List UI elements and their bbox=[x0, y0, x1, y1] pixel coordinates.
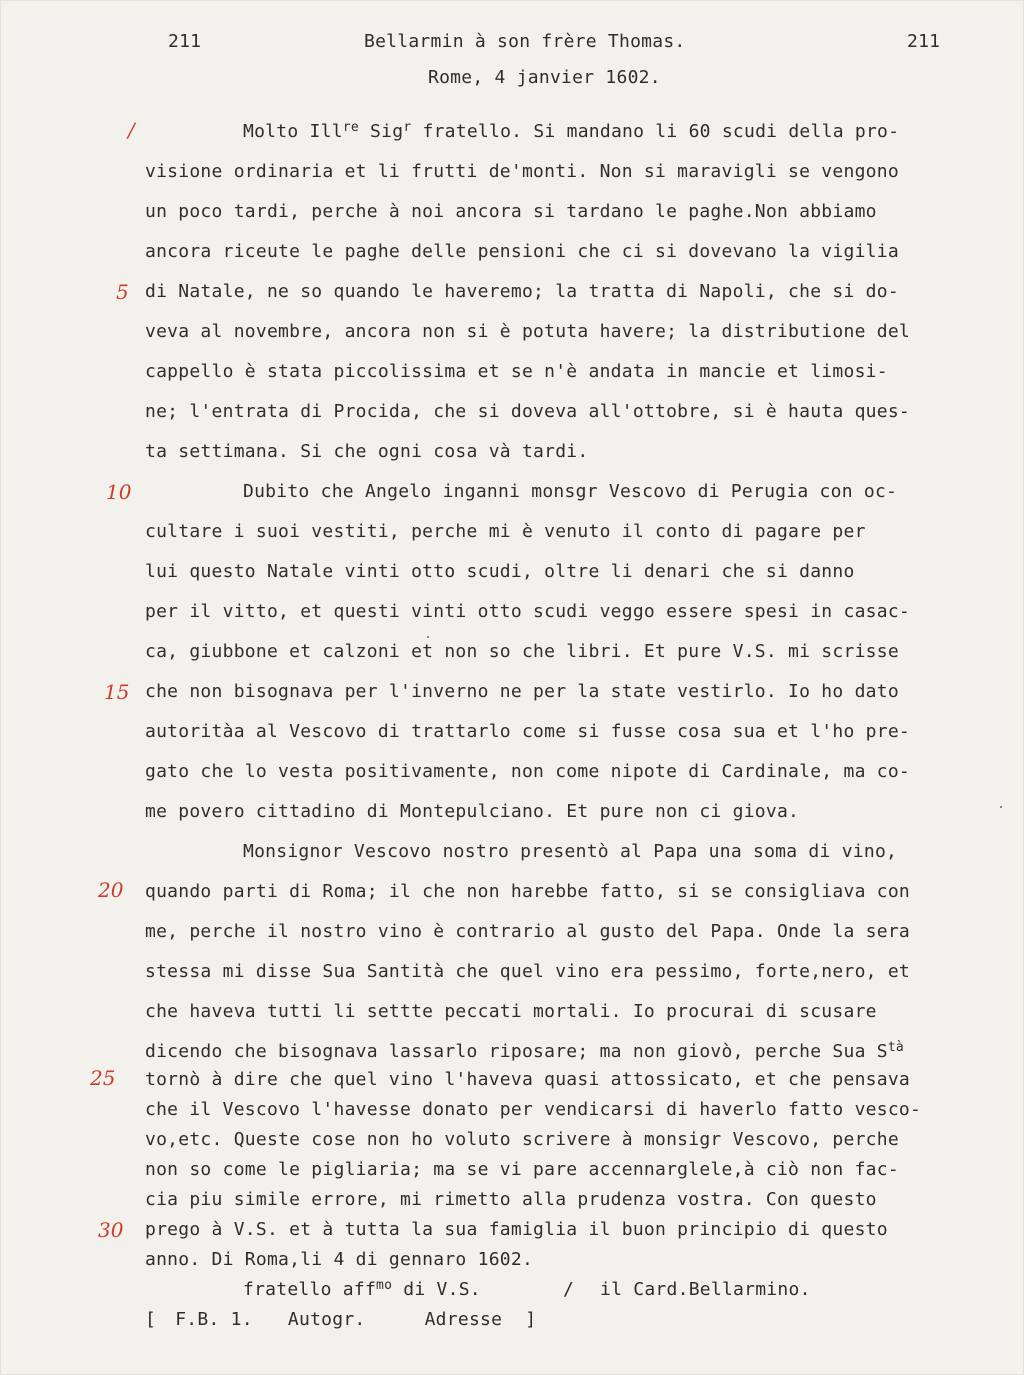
body-line-24 bbox=[145, 1040, 904, 1064]
body-line-2: visione ordinaria et li frutti de'monti. Non si maravigli se vengono bbox=[145, 161, 899, 182]
body-line-9: ta settimana. Si che ogni cosa và tardi. bbox=[145, 441, 589, 462]
body-line-7: cappello è stata piccolissima et se n'è andata in mancie et limosi- bbox=[145, 361, 888, 382]
body-line-12: lui questo Natale vinti otto scudi, oltre li denari che si danno bbox=[145, 561, 855, 582]
date-line: Rome, 4 janvier 1602. bbox=[428, 67, 661, 88]
line-marker-5: 5 bbox=[116, 280, 129, 304]
closing-left bbox=[243, 1278, 481, 1302]
body-line-14: ca, giubbone et calzoni et non so che libri. Et pure V.S. mi scrisse bbox=[145, 641, 899, 662]
closing-signature: il Card.Bellarmino. bbox=[600, 1279, 811, 1300]
body-line-8: ne; l'entrata di Procida, che si doveva all'ottobre, si è hauta ques- bbox=[145, 401, 910, 422]
line-marker-15: 15 bbox=[104, 680, 130, 704]
line-marker-30: 30 bbox=[98, 1218, 124, 1242]
body-line-3: un poco tardi, perche à noi ancora si tardano le paghe.Non abbiamo bbox=[145, 201, 877, 222]
paper-speck-1 bbox=[1000, 806, 1002, 808]
body-line-13: per il vitto, et questi vinti otto scudi veggo essere spesi in casac- bbox=[145, 601, 910, 622]
body-line-1-sup-1: re bbox=[342, 120, 359, 135]
body-line-22: stessa mi disse Sua Santità che quel vino era pessimo, forte,nero, et bbox=[145, 961, 910, 982]
source-note bbox=[145, 1308, 536, 1332]
body-line-18: me povero cittadino di Montepulciano. Et pure non ci giova. bbox=[145, 801, 800, 822]
line-marker-1: / bbox=[128, 118, 135, 142]
closing-left-prefix: fratello aff bbox=[243, 1279, 377, 1300]
body-line-1-prefix: Molto Ill bbox=[243, 121, 343, 142]
line-marker-10: 10 bbox=[106, 480, 132, 504]
body-line-19: Monsignor Vescovo nostro presentò al Papa una soma di vino, bbox=[243, 841, 898, 862]
body-line-15: che non bisognava per l'inverno ne per la state vestirlo. Io ho dato bbox=[145, 681, 899, 702]
source-note-source: F.B. 1. bbox=[175, 1309, 253, 1330]
body-line-20: quando parti di Roma; il che non harebbe fatto, si se consigliava con bbox=[145, 881, 910, 902]
source-note-open: [ bbox=[145, 1309, 157, 1330]
body-line-29: cia piu simile errore, mi rimetto alla prudenza vostra. Con questo bbox=[145, 1189, 877, 1210]
body-line-24-sup: tà bbox=[887, 1040, 904, 1055]
body-line-4: ancora riceute le paghe delle pensioni che ci si dovevano la vigilia bbox=[145, 241, 899, 262]
body-line-11: cultare i suoi vestiti, perche mi è venuto il conto di pagare per bbox=[145, 521, 866, 542]
body-line-1-sup-2: r bbox=[403, 120, 412, 135]
line-marker-25: 25 bbox=[90, 1066, 116, 1090]
body-line-30: prego à V.S. et à tutta la sua famiglia il buon principio di questo bbox=[145, 1219, 888, 1240]
body-line-1-suffix: fratello. Si mandano li 60 scudi della pro- bbox=[411, 121, 900, 142]
body-line-26: che il Vescovo l'havesse donato per vendicarsi di haverlo fatto vesco- bbox=[145, 1099, 922, 1120]
body-line-1 bbox=[243, 120, 899, 144]
body-line-6: veva al novembre, ancora non si è potuta havere; la distributione del bbox=[145, 321, 910, 342]
body-line-31: anno. Di Roma,li 4 di gennaro 1602. bbox=[145, 1249, 534, 1270]
body-line-24-prefix: dicendo che bisognava lassarlo riposare; ma non giovò, perche Sua S bbox=[145, 1041, 888, 1062]
closing-left-suffix: di V.S. bbox=[392, 1279, 481, 1300]
body-line-5: di Natale, ne so quando le haveremo; la tratta di Napoli, che si do- bbox=[145, 281, 899, 302]
body-line-27: vo,etc. Queste cose non ho voluto scrivere à monsigr Vescovo, perche bbox=[145, 1129, 899, 1150]
paper-speck-2 bbox=[427, 636, 429, 638]
closing-separator: / bbox=[563, 1279, 575, 1300]
body-line-16: autoritàa al Vescovo di trattarlo come si fusse cosa sua et l'ho pre- bbox=[145, 721, 910, 742]
body-line-25: tornò à dire che quel vino l'haveva quasi attossicato, et che pensava bbox=[145, 1069, 910, 1090]
body-line-1-mid: Sig bbox=[358, 121, 404, 142]
body-line-17: gato che lo vesta positivamente, non come nipote di Cardinale, ma co- bbox=[145, 761, 910, 782]
body-line-23: che haveva tutti li settte peccati mortali. Io procurai di scusare bbox=[145, 1001, 877, 1022]
body-line-21: me, perche il nostro vino è contrario al gusto del Papa. Onde la sera bbox=[145, 921, 910, 942]
source-note-address: Adresse bbox=[424, 1309, 503, 1330]
closing-left-sup: mo bbox=[376, 1278, 393, 1293]
body-line-28: non so come le pigliaria; ma se vi pare accennarglele,à ciò non fac- bbox=[145, 1159, 899, 1180]
page-number-left: 211 bbox=[168, 31, 202, 52]
line-marker-20: 20 bbox=[98, 878, 124, 902]
page-title: Bellarmin à son frère Thomas. bbox=[364, 31, 686, 52]
page-number-right: 211 bbox=[907, 31, 941, 52]
source-note-close: ] bbox=[525, 1309, 537, 1330]
source-note-kind: Autogr. bbox=[287, 1309, 366, 1330]
body-line-10: Dubito che Angelo inganni monsgr Vescovo di Perugia con oc- bbox=[243, 481, 898, 502]
